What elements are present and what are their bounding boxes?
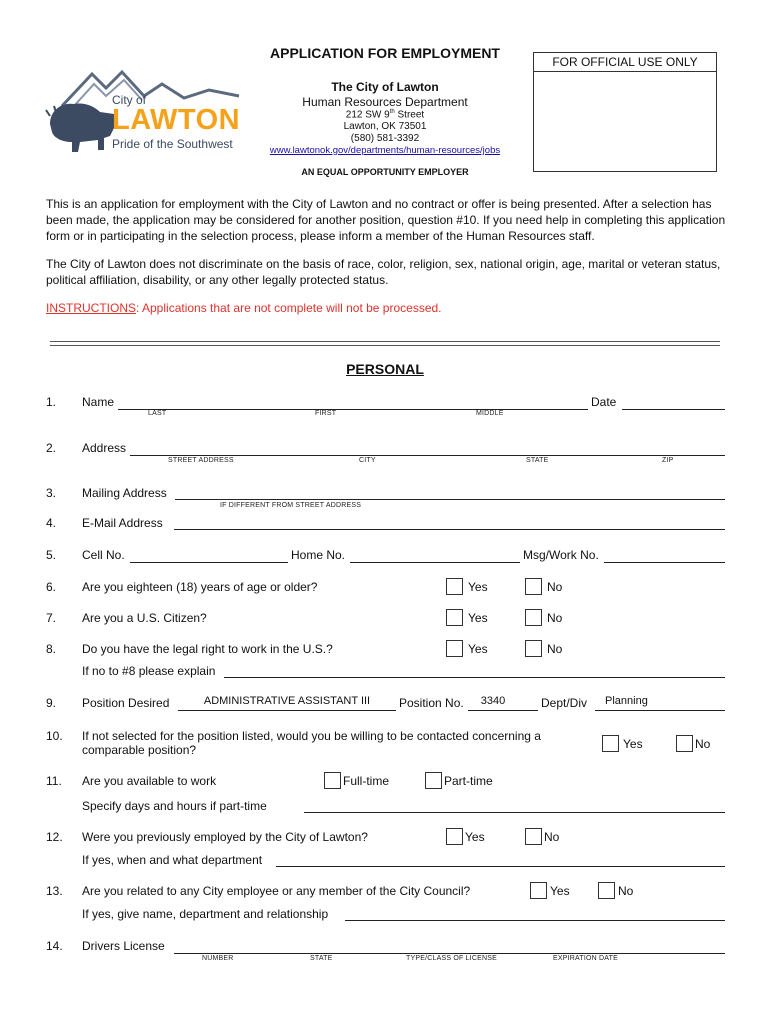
q9-dept-label: Dept/Div bbox=[541, 696, 588, 710]
q8-yes-label: Yes bbox=[468, 642, 488, 656]
section-divider bbox=[50, 341, 720, 346]
q11-number: 11. bbox=[46, 774, 62, 788]
q1-number: 1. bbox=[46, 395, 57, 409]
q6-no-checkbox[interactable] bbox=[525, 578, 542, 595]
fulltime-checkbox[interactable] bbox=[324, 772, 341, 789]
instructions-label: INSTRUCTIONS bbox=[46, 301, 136, 315]
q9-posno-label: Position No. bbox=[399, 696, 464, 710]
parttime-label: Part-time bbox=[444, 774, 493, 788]
q2-sub-city: CITY bbox=[359, 457, 376, 464]
drivers-license-field[interactable] bbox=[174, 953, 725, 954]
q8-no-checkbox[interactable] bbox=[525, 640, 542, 657]
q5-work-label: Msg/Work No. bbox=[523, 548, 599, 562]
q13-yes-label: Yes bbox=[550, 884, 570, 898]
official-use-box bbox=[533, 52, 717, 172]
dept-div-field[interactable] bbox=[595, 710, 725, 711]
position-desired-field[interactable] bbox=[178, 710, 396, 711]
q2-number: 2. bbox=[46, 441, 57, 455]
q3-number: 3. bbox=[46, 486, 57, 500]
q1-sub-last: LAST bbox=[148, 410, 167, 417]
q1-sub-middle: MIDDLE bbox=[476, 410, 504, 417]
q13-label: Are you related to any City employee or any member of the City Council? bbox=[82, 884, 471, 898]
q13-no-label: No bbox=[618, 884, 634, 898]
street-pre: 212 SW 9 bbox=[345, 109, 390, 121]
q1-sub-first: FIRST bbox=[315, 410, 337, 417]
q7-label: Are you a U.S. Citizen? bbox=[82, 611, 207, 625]
q13-no-checkbox[interactable] bbox=[598, 882, 615, 899]
q7-yes-label: Yes bbox=[468, 611, 488, 625]
q14-sub-state: STATE bbox=[310, 955, 333, 962]
work-field[interactable] bbox=[604, 562, 725, 563]
q3-sub: IF DIFFERENT FROM STREET ADDRESS bbox=[220, 502, 362, 509]
q7-no-label: No bbox=[547, 611, 563, 625]
eoe-statement: AN EQUAL OPPORTUNITY EMPLOYER bbox=[301, 167, 469, 177]
phone: (580) 581-3392 bbox=[350, 133, 420, 144]
intro-paragraph-2: The City of Lawton does not discriminate on the basis of race, color, religion, sex, national origin, age, marital or veteran status, political affiliation, disability, or any other legally protected status. bbox=[46, 257, 721, 287]
q12-followup-label: If yes, when and what department bbox=[82, 853, 263, 867]
logo-city-of: City of bbox=[112, 93, 147, 107]
q8-yes-checkbox[interactable] bbox=[446, 640, 463, 657]
q14-label: Drivers License bbox=[82, 939, 165, 953]
intro-paragraph-1: This is an application for employment with the City of Lawton and no contract or offer is being presented. After a selection has been made, the application may be considered for another position, question #10. If you need help in completing this application form or in participating in the selection process, please inform a member of the Human Resources staff. bbox=[46, 197, 726, 243]
position-no-value: 3340 bbox=[480, 695, 506, 707]
q2-sub-zip: ZIP bbox=[662, 457, 674, 464]
q7-yes-checkbox[interactable] bbox=[446, 609, 463, 626]
q13-number: 13. bbox=[46, 884, 63, 898]
q6-yes-label: Yes bbox=[468, 580, 488, 594]
q1-label: Name bbox=[82, 395, 115, 409]
email-field[interactable] bbox=[174, 529, 725, 530]
q1-date-label: Date bbox=[591, 395, 617, 409]
q10-no-label: No bbox=[695, 737, 711, 751]
dept-div-value: Planning bbox=[605, 695, 648, 707]
official-use-label: FOR OFFICIAL USE ONLY bbox=[534, 53, 716, 72]
q14-sub-type: TYPE/CLASS OF LICENSE bbox=[406, 955, 497, 962]
date-field[interactable] bbox=[622, 409, 725, 410]
cell-field[interactable] bbox=[130, 562, 288, 563]
jobs-link[interactable]: www.lawtonok.gov/departments/human-resources/jobs bbox=[269, 145, 501, 156]
q2-sub-street: STREET ADDRESS bbox=[168, 457, 234, 464]
q12-no-label: No bbox=[544, 830, 560, 844]
q2-sub-state: STATE bbox=[526, 457, 549, 464]
q12-number: 12. bbox=[46, 830, 63, 844]
q8-no-label: No bbox=[547, 642, 563, 656]
q7-number: 7. bbox=[46, 611, 57, 625]
q5-home-label: Home No. bbox=[291, 548, 346, 562]
q10-line1: If not selected for the position listed, would you be willing to be contacted concerning a bbox=[82, 729, 541, 743]
parttime-hours-field[interactable] bbox=[304, 812, 725, 813]
q12-yes-label: Yes bbox=[465, 830, 485, 844]
parttime-checkbox[interactable] bbox=[425, 772, 442, 789]
q8-explain-label: If no to #8 please explain bbox=[82, 664, 216, 678]
q10-yes-checkbox[interactable] bbox=[602, 735, 619, 752]
instructions-text: : Applications that are not complete will not be processed. bbox=[136, 301, 442, 315]
q14-number: 14. bbox=[46, 939, 63, 953]
q11-specify-label: Specify days and hours if part-time bbox=[82, 799, 267, 813]
address-field[interactable] bbox=[130, 455, 725, 456]
position-desired-value: ADMINISTRATIVE ASSISTANT III bbox=[203, 695, 371, 707]
q13-yes-checkbox[interactable] bbox=[530, 882, 547, 899]
street-post: Street bbox=[394, 109, 425, 121]
logo-name: LAWTON bbox=[112, 104, 241, 136]
dept-name: Human Resources Department bbox=[302, 95, 468, 109]
section-title-personal: PERSONAL bbox=[346, 361, 424, 377]
q9-label: Position Desired bbox=[82, 696, 170, 710]
q10-line2: comparable position? bbox=[82, 743, 197, 757]
q12-yes-checkbox[interactable] bbox=[446, 828, 463, 845]
application-title: APPLICATION FOR EMPLOYMENT bbox=[270, 45, 500, 61]
mailing-address-field[interactable] bbox=[175, 499, 725, 500]
q4-label: E-Mail Address bbox=[82, 516, 163, 530]
org-name: The City of Lawton bbox=[331, 80, 439, 94]
q10-no-checkbox[interactable] bbox=[676, 735, 693, 752]
q6-yes-checkbox[interactable] bbox=[446, 578, 463, 595]
q8-label: Do you have the legal right to work in the U.S.? bbox=[82, 642, 333, 656]
q4-number: 4. bbox=[46, 516, 57, 530]
q10-yes-label: Yes bbox=[623, 737, 643, 751]
q8-explain-field[interactable] bbox=[224, 677, 725, 678]
q6-number: 6. bbox=[46, 580, 57, 594]
q12-followup-field[interactable] bbox=[276, 866, 725, 867]
q10-number: 10. bbox=[46, 729, 63, 743]
q13-followup-field[interactable] bbox=[345, 920, 725, 921]
q11-label: Are you available to work bbox=[82, 774, 217, 788]
q8-number: 8. bbox=[46, 642, 57, 656]
q13-followup-label: If yes, give name, department and relationship bbox=[82, 907, 329, 921]
q5-cell-label: Cell No. bbox=[82, 548, 125, 562]
position-no-field[interactable] bbox=[468, 710, 538, 711]
q3-label: Mailing Address bbox=[82, 486, 167, 500]
q12-no-checkbox[interactable] bbox=[525, 828, 542, 845]
city-logo bbox=[44, 66, 244, 156]
q5-number: 5. bbox=[46, 548, 57, 562]
q6-no-label: No bbox=[547, 580, 563, 594]
q12-label: Were you previously employed by the City of Lawton? bbox=[82, 830, 368, 844]
fulltime-label: Full-time bbox=[343, 774, 390, 788]
q9-number: 9. bbox=[46, 696, 57, 710]
logo-tagline: Pride of the Southwest bbox=[112, 137, 233, 151]
city-line: Lawton, OK 73501 bbox=[343, 121, 427, 132]
home-field[interactable] bbox=[350, 562, 520, 563]
street-sup: th bbox=[389, 109, 395, 115]
instructions bbox=[46, 301, 728, 315]
name-field[interactable] bbox=[118, 409, 588, 410]
q14-sub-number: NUMBER bbox=[202, 955, 234, 962]
q2-label: Address bbox=[82, 441, 127, 455]
q14-sub-exp: EXPIRATION DATE bbox=[553, 955, 618, 962]
q7-no-checkbox[interactable] bbox=[525, 609, 542, 626]
street-address bbox=[240, 109, 530, 120]
q6-label: Are you eighteen (18) years of age or older? bbox=[82, 580, 318, 594]
